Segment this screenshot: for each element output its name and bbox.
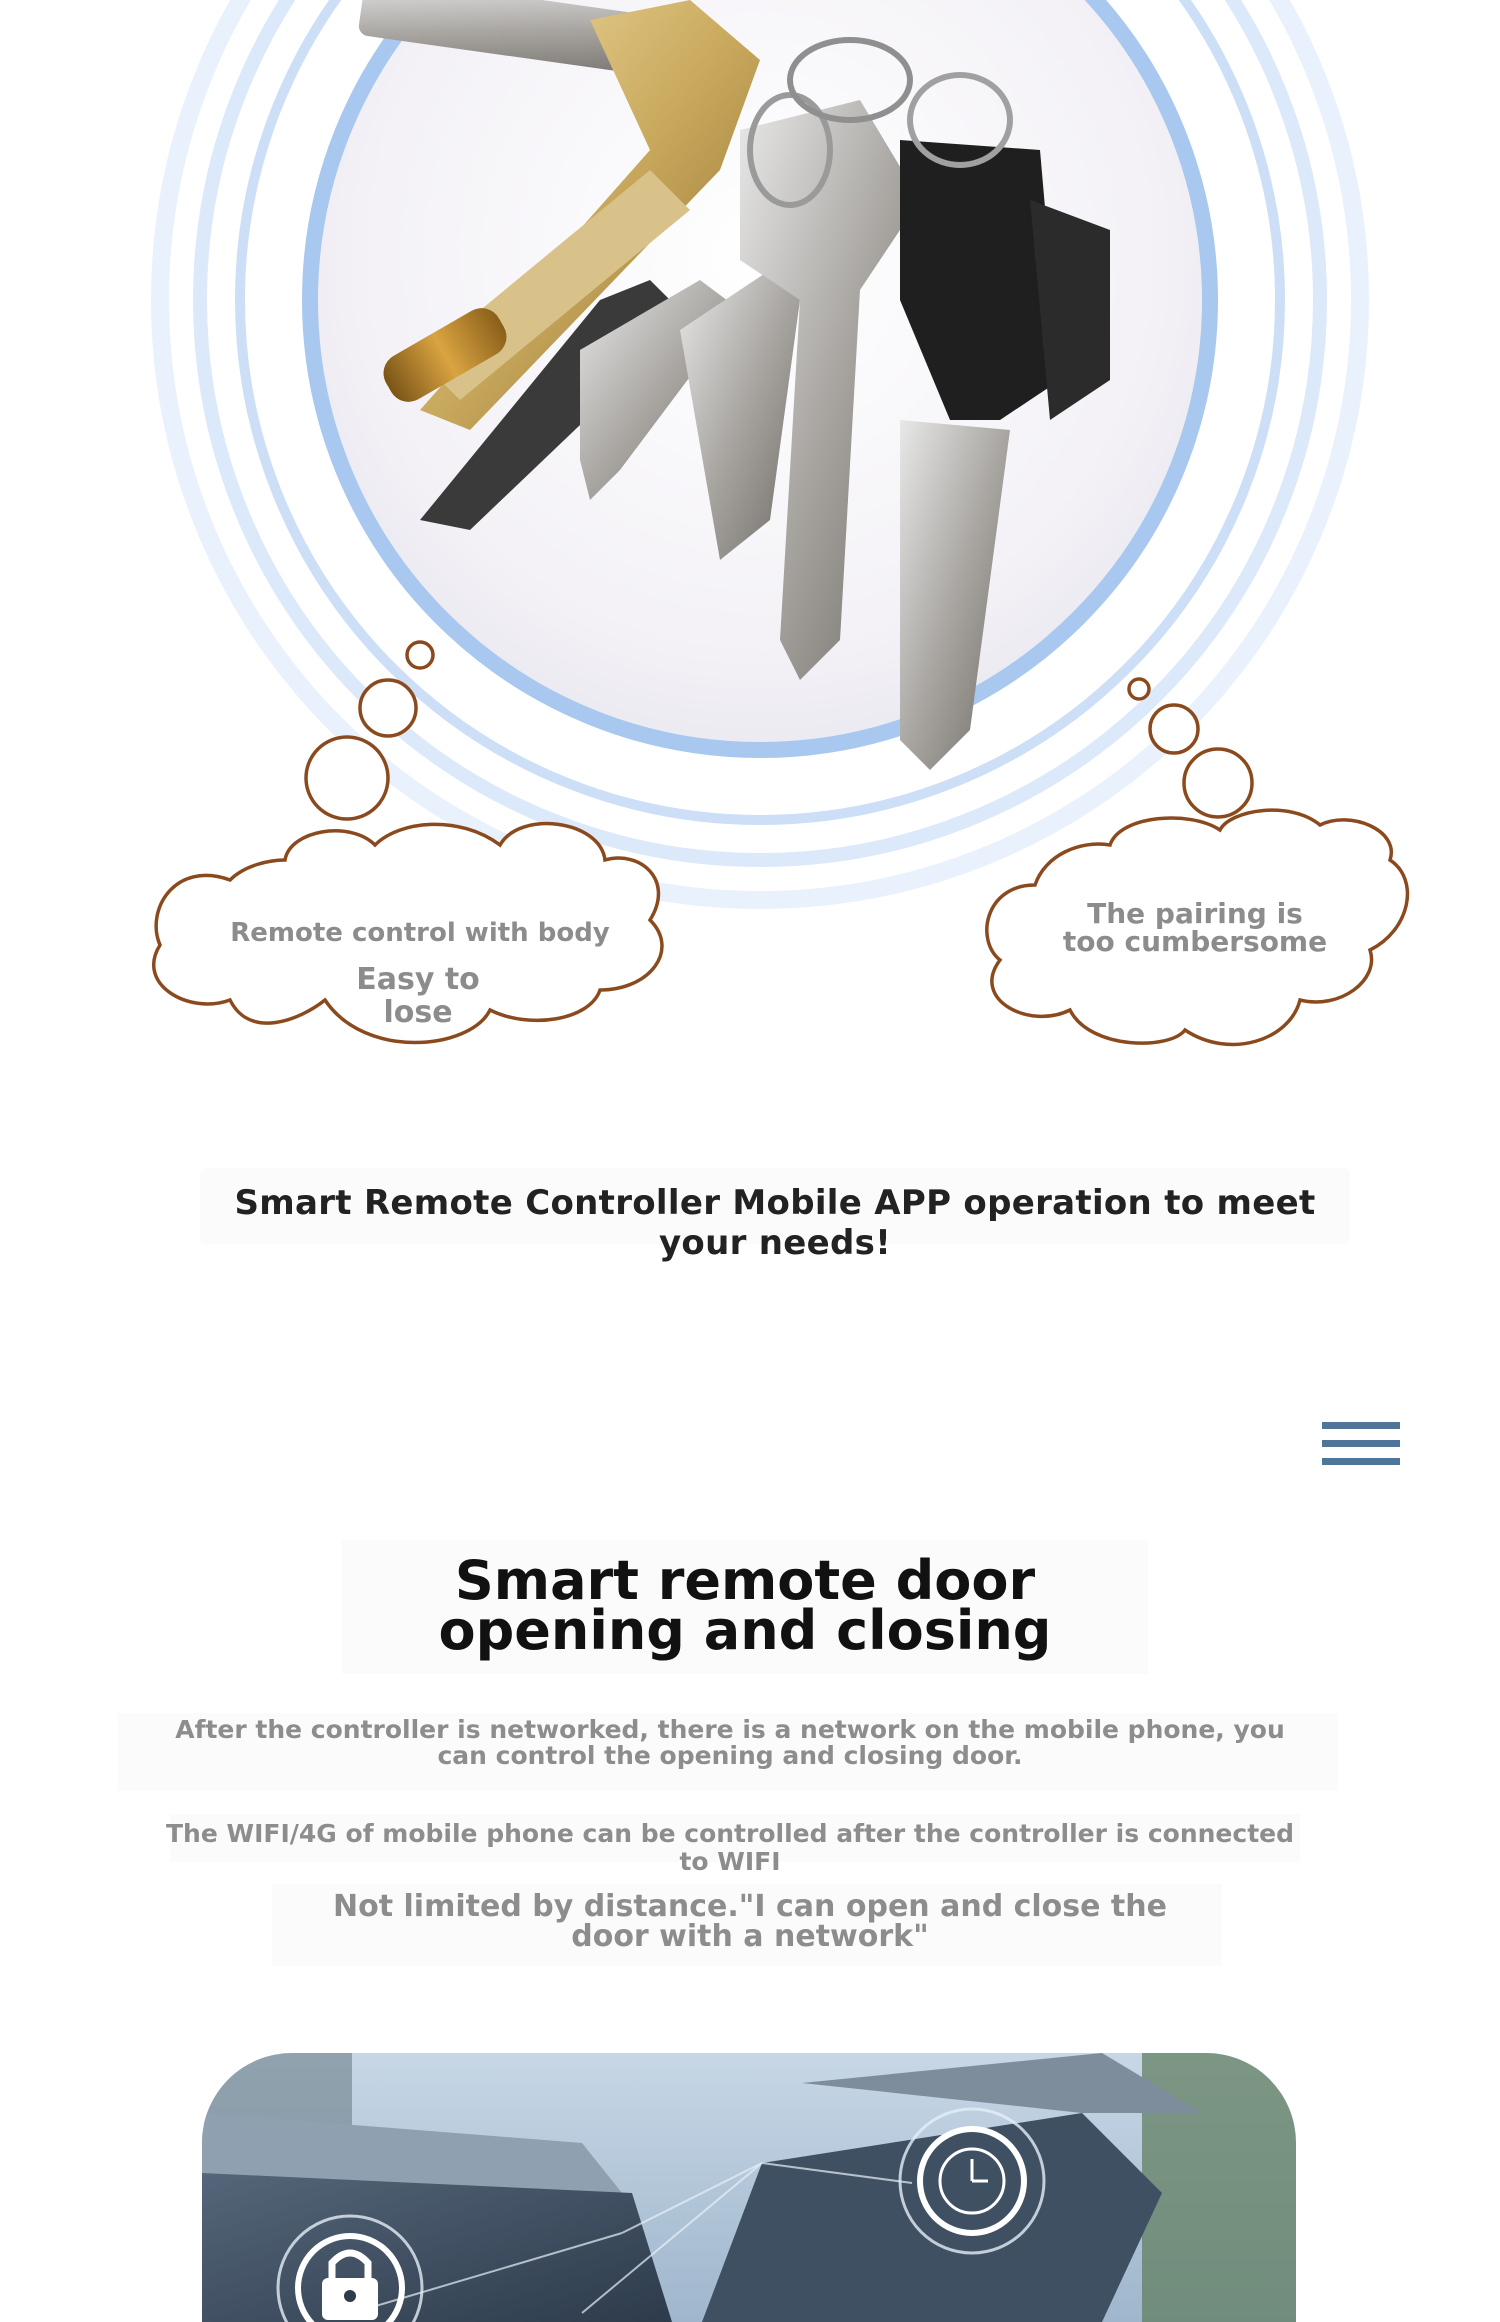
description-wifi: The WIFI/4G of mobile phone can be controlled after the controller is connected to WIFI xyxy=(166,1819,1294,1876)
description-networked: After the controller is networked, there is a network on the mobile phone, you can control the opening and closing door. xyxy=(175,1715,1285,1770)
section-title: Smart remote door opening and closing xyxy=(438,1549,1052,1662)
hero-keys-illustration xyxy=(0,0,1500,1140)
clock-icon xyxy=(900,2109,1044,2253)
house-photo xyxy=(202,2053,1296,2322)
cloud-left-emphasis: Easy to lose xyxy=(356,962,480,1030)
tagline: Smart Remote Controller Mobile APP operation to meet your needs! xyxy=(234,1183,1316,1263)
description-distance: Not limited by distance."I can open and close the door with a network" xyxy=(333,1889,1167,1954)
menu-icon[interactable] xyxy=(1322,1420,1402,1470)
cloud-left-caption: Remote control with body xyxy=(230,918,610,948)
cloud-right-caption: The pairing is too cumbersome xyxy=(1062,897,1328,958)
